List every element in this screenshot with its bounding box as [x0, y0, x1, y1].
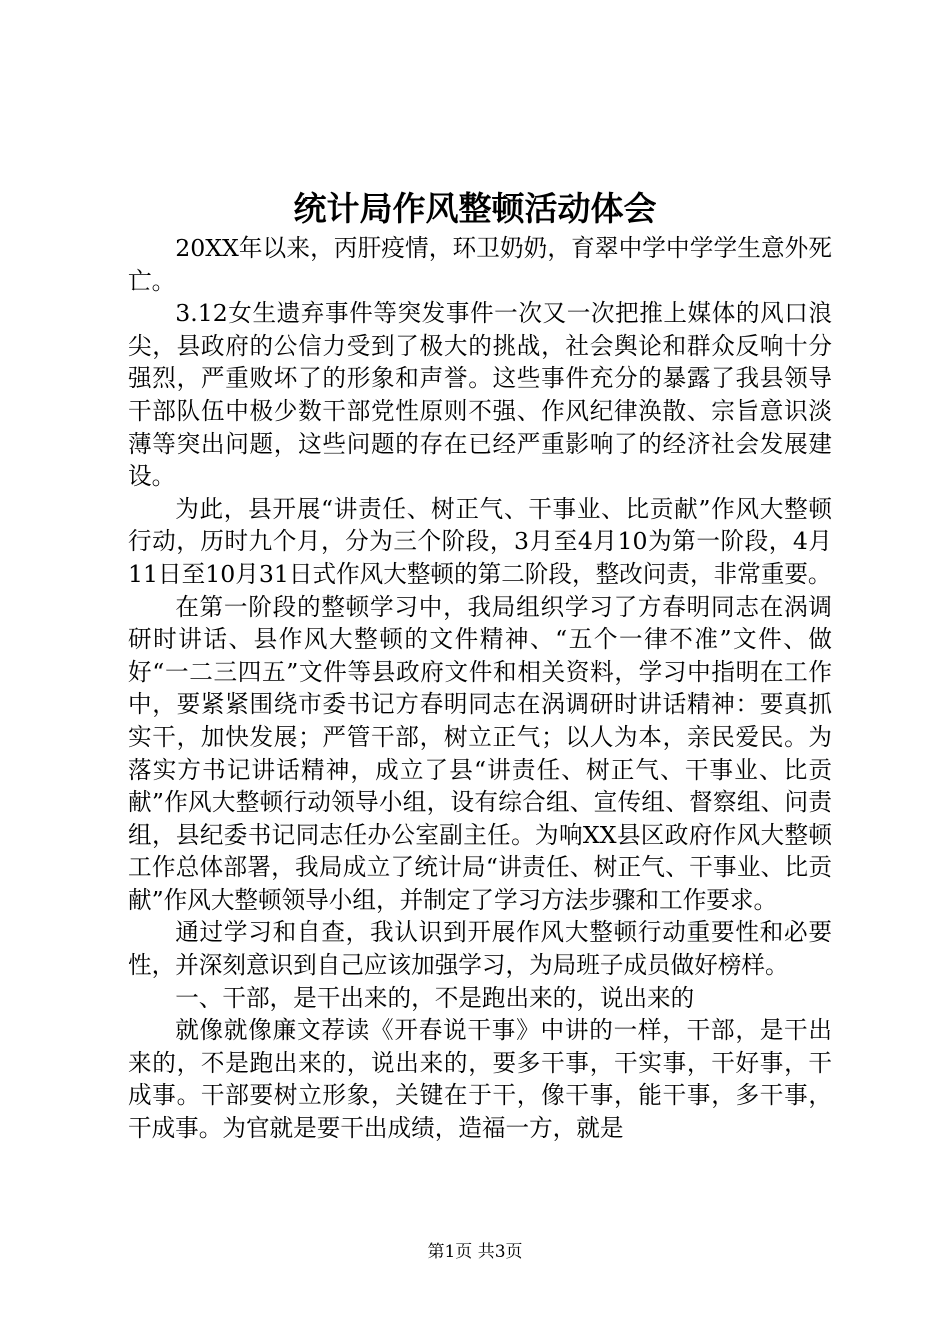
- document-body: [128, 232, 832, 1145]
- paragraph: 3.12女生遗弃事件等突发事件一次又一次把推上媒体的风口浪尖，县政府的公信力受到了极大的挑战，社会舆论和群众反响十分强烈，严重败坏了的形象和声誉。这些事件充分的暴露了我县领导干部队伍中极少数干部党性原则不强、作风纪律涣散、宗旨意识淡薄等突出问题，这些问题的存在已经严重影响了的经济社会发展建设。: [128, 299, 832, 491]
- document-title: 统计局作风整顿活动体会: [293, 189, 657, 228]
- section-heading: 一、干部，是干出来的，不是跑出来的，说出来的: [175, 983, 695, 1012]
- page-number-footer: 第1页 共3页: [427, 1242, 523, 1262]
- paragraph: 就像就像廉文荐读《开春说干事》中讲的一样，干部，是干出来的，不是跑出来的，说出来的，要多干事，干实事，干好事，干成事。干部要树立形象，关键在于干，像干事，能干事，多干事，干成事。为官就是要干出成绩，造福一方，就是: [128, 1016, 832, 1143]
- paragraph: 20XX年以来，丙肝疫情，环卫奶奶，育翠中学中学学生意外死亡。: [128, 234, 832, 295]
- paragraph: 在第一阶段的整顿学习中，我局组织学习了方春明同志在涡调研时讲话、县作风大整顿的文件精神、“五个一律不准”文件、做好“一二三四五”文件等县政府文件和相关资料，学习中指明在工作中，要紧紧围绕市委书记方春明同志在涡调研时讲话精神：要真抓实干，加快发展；严管干部，树立正气；以人为本，亲民爱民。为落实方书记讲话精神，成立了县“讲责任、树正气、干事业、比贡献”作风大整顿行动领导小组，设有综合组、宣传组、督察组、问责组，县纪委书记同志任办公室副主任。为响XX县区政府作风大整顿工作总体部署，我局成立了统计局“讲责任、树正气、干事业、比贡献”作风大整顿领导小组，并制定了学习方法步骤和工作要求。: [128, 592, 832, 914]
- paragraph: 为此，县开展“讲责任、树正气、干事业、比贡献”作风大整顿行动，历时九个月，分为三个阶段，3月至4月10为第一阶段，4月11日至10月31日式作风大整顿的第二阶段，整改问责，非常重要。: [128, 494, 832, 588]
- paragraph: 通过学习和自查，我认识到开展作风大整顿行动重要性和必要性，并深刻意识到自己应该加强学习，为局班子成员做好榜样。: [128, 918, 832, 980]
